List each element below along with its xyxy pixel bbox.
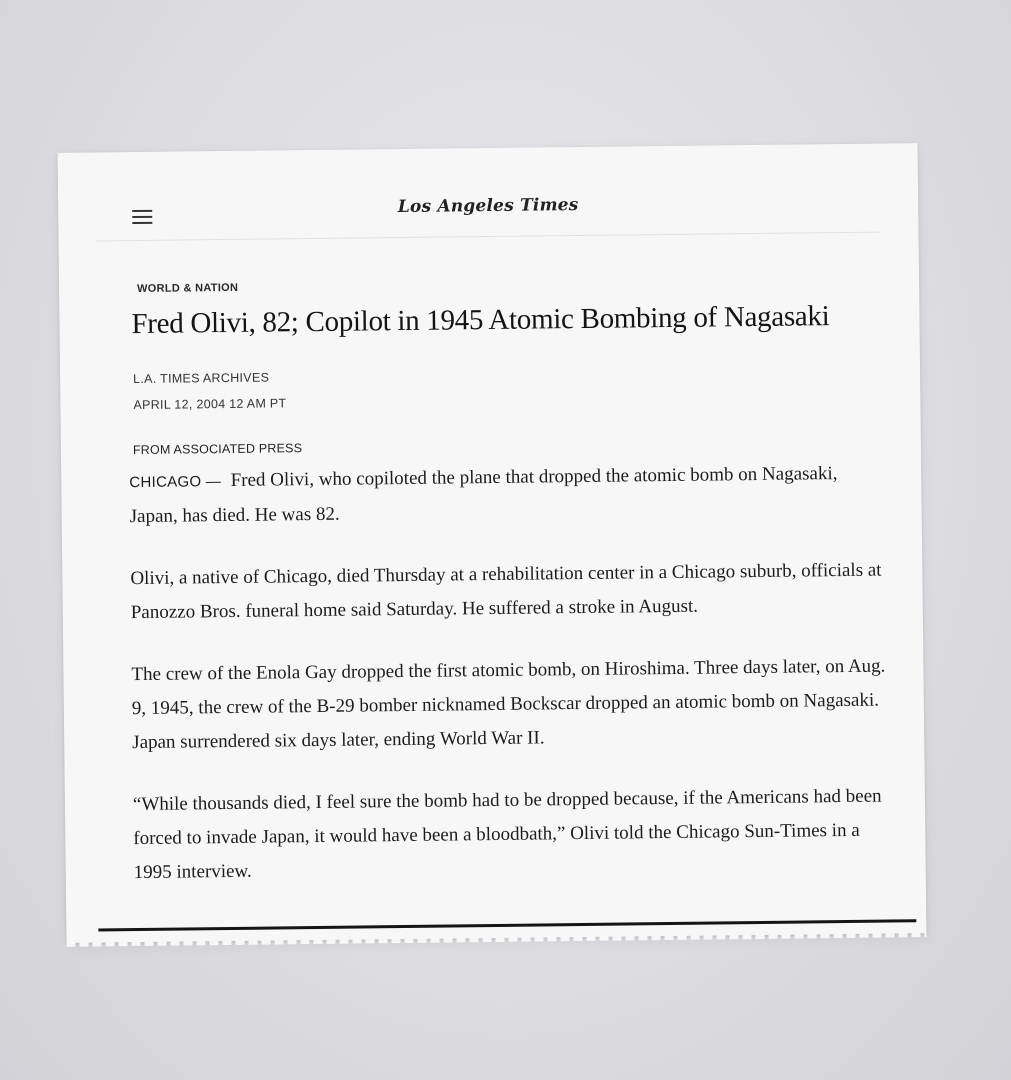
article-headline: Fred Olivi, 82; Copilot in 1945 Atomic Bombing of Nagasaki xyxy=(131,300,830,341)
article-paragraph xyxy=(129,456,890,534)
publish-date: APRIL 12, 2004 12 AM PT xyxy=(133,396,287,413)
byline[interactable]: L.A. TIMES ARCHIVES xyxy=(133,370,270,387)
torn-edge xyxy=(66,931,926,947)
paragraph-text: Fred Olivi, who copiloted the plane that dropped the atomic bomb on Nagasaki, Japan, has died. He was 82. xyxy=(129,463,838,528)
article-body xyxy=(129,456,894,918)
section-label[interactable]: WORLD & NATION xyxy=(137,281,239,296)
cut-off-text-line xyxy=(98,919,916,931)
article-paragraph: The crew of the Enola Gay dropped the first atomic bomb, on Hiroshima. Three days later, on Aug. 9, 1945, the crew of the B-29 bomber nicknamed Bockscar dropped an atomic bomb on Nagasaki. Japan surrendered six days later, ending World War II. xyxy=(131,655,886,754)
article-paragraph: “While thousands died, I feel sure the bomb had to be dropped because, if the Americans had been forced to invade Japan, it would have been a bloodbath,” Olivi told the Chicago Sun-Times in a 1995 interview. xyxy=(132,785,882,884)
wire-source: FROM ASSOCIATED PRESS xyxy=(132,441,303,458)
printed-page xyxy=(58,143,927,943)
article-dateline: CHICAGO — xyxy=(129,473,222,492)
header-divider xyxy=(97,232,881,242)
masthead-logo[interactable]: Los Angeles Times xyxy=(397,194,579,218)
article-paragraph: Olivi, a native of Chicago, died Thursday at a rehabilitation center in a Chicago suburb, officials at Panozzo Bros. funeral home said Saturday. He suffered a stroke in August. xyxy=(130,559,882,624)
